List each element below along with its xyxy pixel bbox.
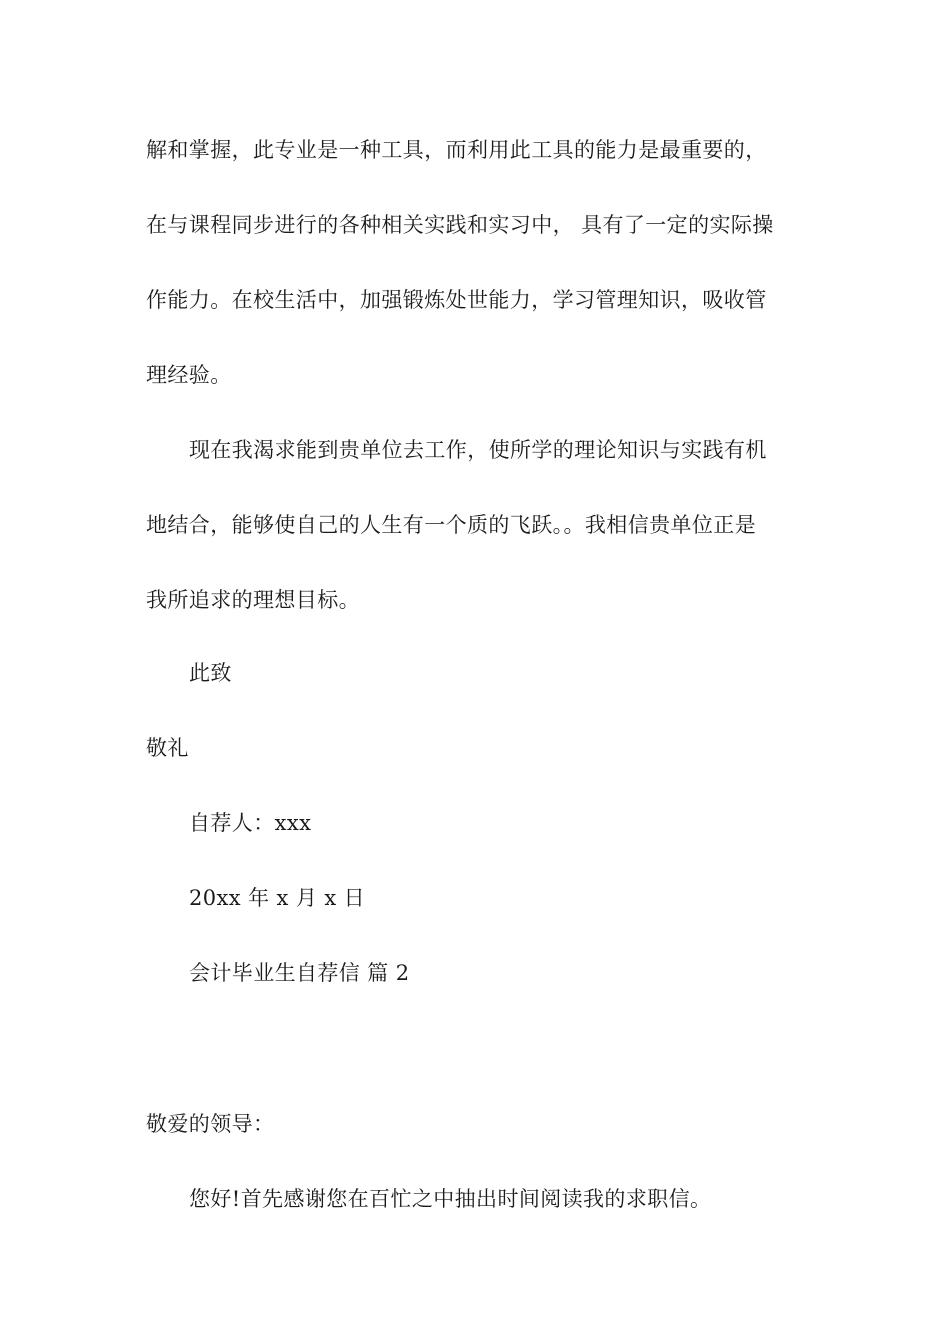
paragraph-line: 作能力。在校生活中，加强锻炼处世能力，学习管理知识，吸收管 (146, 288, 767, 312)
paragraph-line: 解和掌握，此专业是一种工具，而利用此工具的能力是最重要的， (146, 138, 767, 162)
closing-salutation: 此致 (189, 661, 232, 685)
closing-regards: 敬礼 (146, 736, 189, 760)
paragraph-line: 地结合，能够使自己的人生有一个质的飞跃。。我相信贵单位正是 (146, 513, 757, 537)
signature-date: 20xx 年 x 月 x 日 (189, 886, 366, 910)
paragraph-line: 您好!首先感谢您在百忙之中抽出时间阅读我的求职信。 (189, 1187, 712, 1211)
paragraph-line: 我所追求的理想目标。 (146, 588, 360, 612)
paragraph-line: 在与课程同步进行的各种相关实践和实习中， 具有了一定的实际操 (146, 213, 774, 237)
signature-name: 自荐人：xxx (189, 811, 312, 835)
paragraph-line: 现在我渴求能到贵单位去工作，使所学的理论知识与实践有机 (189, 438, 767, 462)
letter-greeting: 敬爱的领导： (146, 1112, 275, 1136)
section-heading: 会计毕业生自荐信 篇 2 (189, 961, 410, 985)
paragraph-line: 理经验。 (146, 363, 232, 387)
